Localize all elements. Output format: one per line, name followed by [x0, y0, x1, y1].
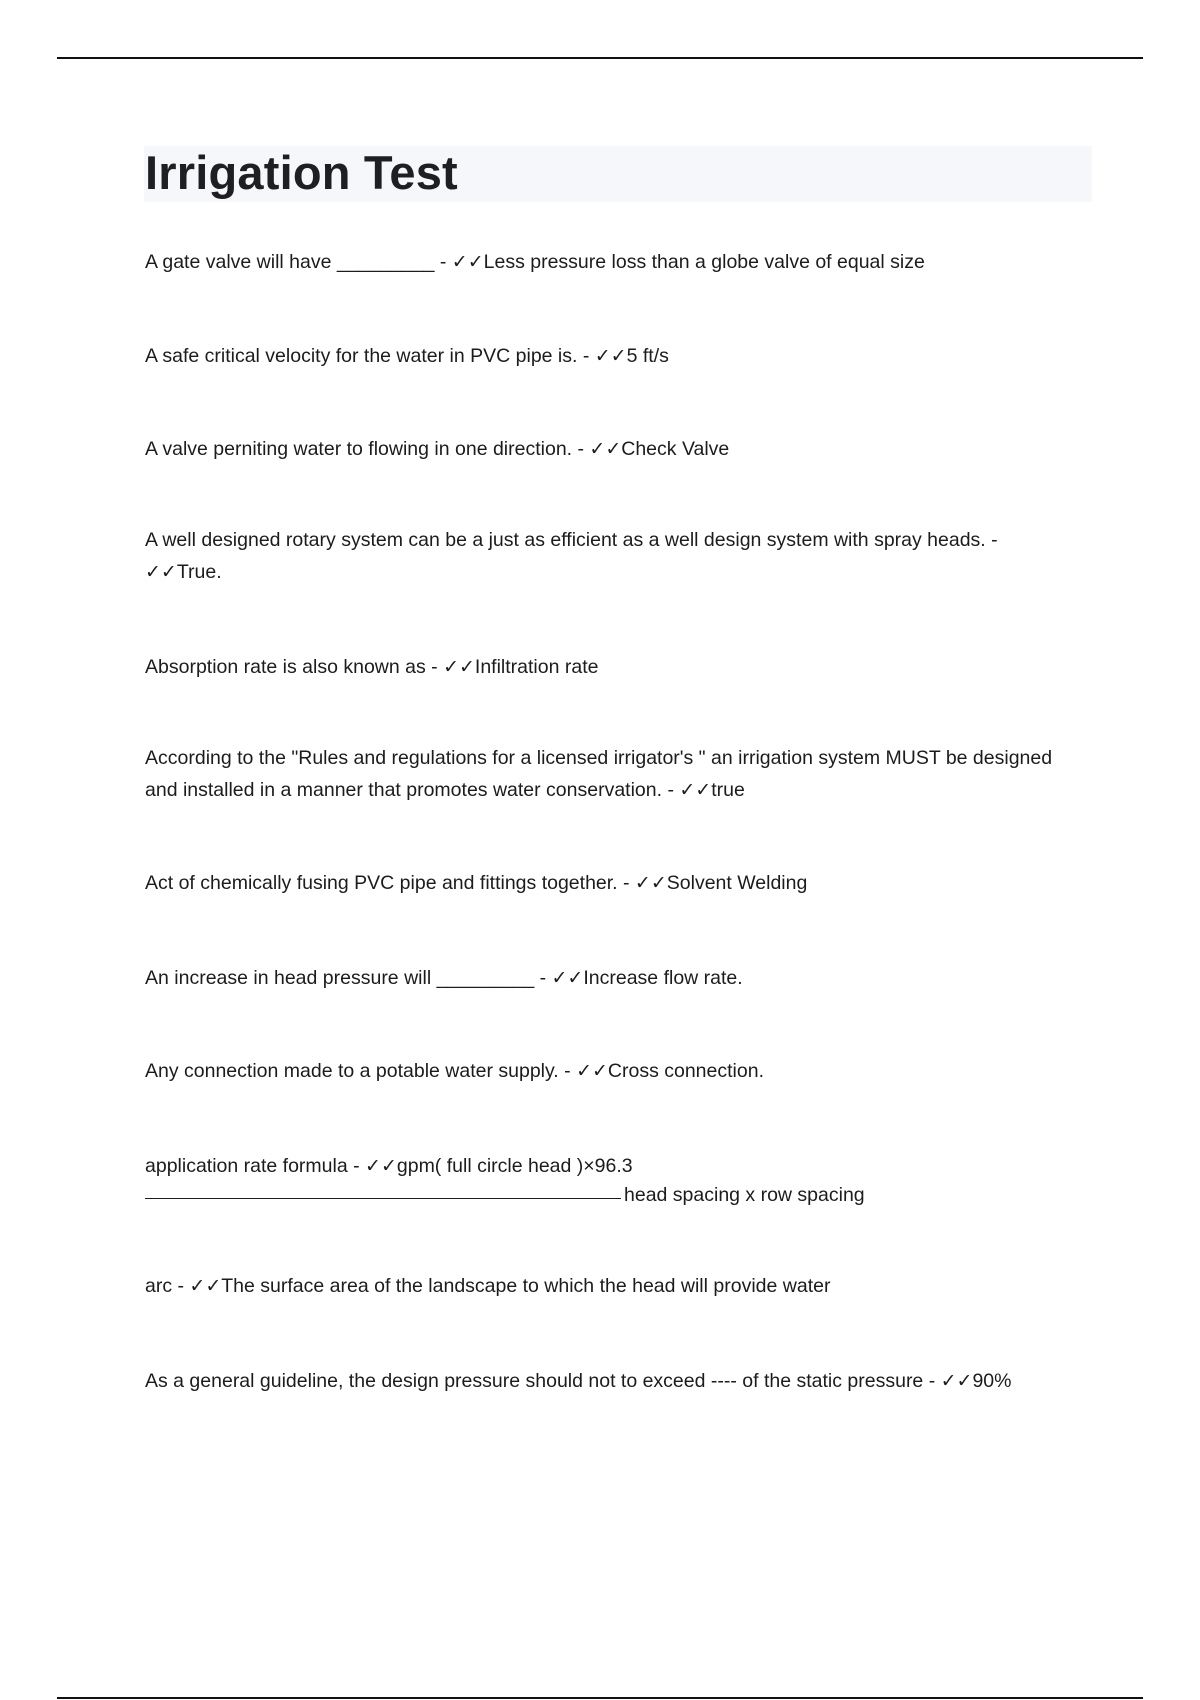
qa-item-2 [145, 340, 1075, 372]
question-text: A gate valve will have _________ - [145, 251, 452, 273]
check-marks-icon: ✓✓ [145, 561, 177, 583]
check-marks-icon: ✓✓ [679, 779, 712, 801]
answer-text: Check Valve [621, 438, 730, 460]
answer-text: gpm( full circle head )×96.3 [396, 1155, 633, 1177]
footer-rule [57, 1697, 1143, 1699]
question-text: A valve perniting water to flowing in one direction. - [145, 438, 590, 460]
question-text: As a general guideline, the design pressure should not to exceed ---- of the static pressure - [145, 1370, 941, 1392]
check-marks-icon: ✓✓ [189, 1275, 222, 1297]
qa-item-12 [145, 1365, 1075, 1397]
check-marks-icon: ✓✓ [365, 1155, 397, 1177]
check-marks-icon: ✓✓ [594, 345, 627, 367]
qa-item-7 [145, 867, 1075, 899]
question-text: A well designed rotary system can be a just as efficient as a well design system with spray heads. - [145, 529, 998, 551]
answer-text: Cross connection. [607, 1060, 764, 1082]
check-marks-icon: ✓✓ [551, 967, 584, 989]
answer-text: Less pressure loss than a globe valve of equal size [483, 251, 925, 273]
answer-text: true [711, 779, 745, 801]
qa-item-6 [145, 742, 1075, 806]
check-marks-icon: ✓✓ [634, 872, 667, 894]
answer-text: Infiltration rate [474, 656, 599, 678]
check-marks-icon: ✓✓ [940, 1370, 973, 1392]
answer-text: 5 ft/s [626, 345, 669, 367]
document-title: Irrigation Test [145, 146, 458, 199]
answer-text: Increase flow rate. [583, 967, 743, 989]
question-text: application rate formula - [145, 1155, 366, 1177]
qa-item-1 [145, 246, 1075, 278]
header-rule [57, 57, 1143, 59]
formula-denominator-line [145, 1181, 865, 1209]
check-marks-icon: ✓✓ [443, 656, 475, 678]
qa-item-8 [145, 962, 1075, 994]
qa-item-10 [145, 1150, 1075, 1182]
qa-item-5 [145, 651, 1075, 683]
answer-text: 90% [972, 1370, 1012, 1392]
check-marks-icon: ✓✓ [576, 1060, 608, 1082]
fraction-bar [145, 1198, 621, 1199]
question-text: According to the "Rules and regulations for a licensed irrigator's " an irrigation system MUST be designed and installed in a manner that promotes water conservation. - [145, 747, 1053, 801]
check-marks-icon: ✓✓ [589, 438, 622, 460]
qa-item-4 [145, 524, 1075, 588]
check-marks-icon: ✓✓ [451, 251, 484, 273]
answer-text: The surface area of the landscape to which the head will provide water [221, 1275, 831, 1297]
question-text: An increase in head pressure will _________ - [145, 967, 552, 989]
qa-item-9 [145, 1055, 1075, 1087]
question-text: Absorption rate is also known as - [145, 656, 444, 678]
question-text: Any connection made to a potable water supply. - [145, 1060, 577, 1082]
answer-text: Solvent Welding [666, 872, 808, 894]
question-text: Act of chemically fusing PVC pipe and fittings together. - [145, 872, 635, 894]
question-text: A safe critical velocity for the water in PVC pipe is. - [145, 345, 595, 367]
answer-text: True. [176, 561, 222, 583]
formula-denominator: head spacing x row spacing [624, 1184, 865, 1206]
qa-item-11 [145, 1270, 1075, 1302]
question-text: arc - [145, 1275, 190, 1297]
qa-item-3 [145, 433, 1075, 465]
